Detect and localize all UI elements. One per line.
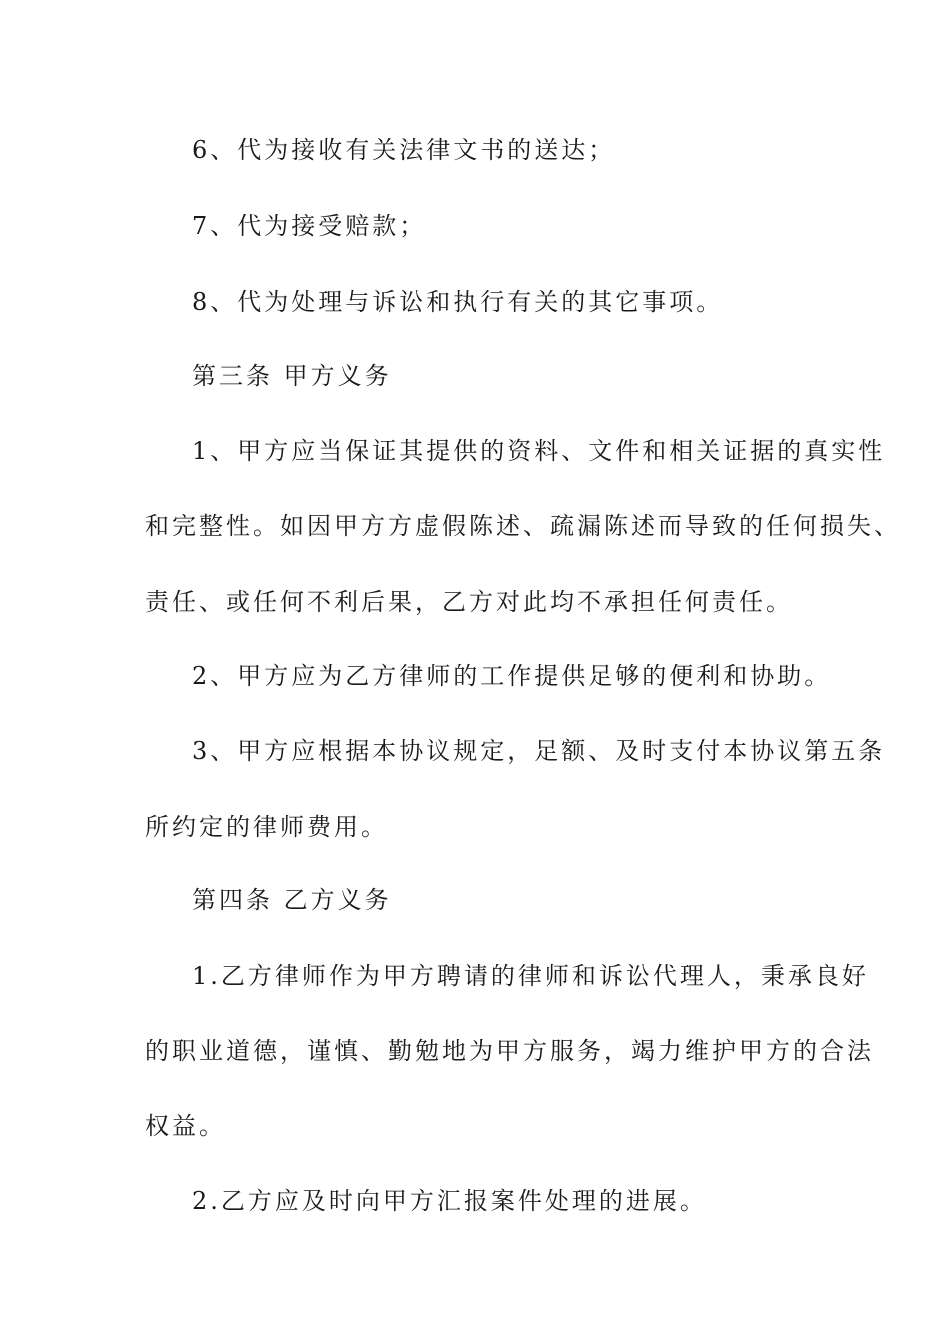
paragraph-line: 和完整性。如因甲方方虚假陈述、疏漏陈述而导致的任何损失、 (145, 512, 901, 540)
section-heading-article-4: 第四条 乙方义务 (192, 886, 392, 914)
clause-line-8: 8、代为处理与诉讼和执行有关的其它事项。 (192, 288, 724, 316)
paragraph-line: 1.乙方律师作为甲方聘请的律师和诉讼代理人，秉承良好 (192, 962, 869, 990)
paragraph-line: 1、甲方应当保证其提供的资料、文件和相关证据的真实性 (192, 437, 886, 465)
paragraph-line: 责任、或任何不利后果，乙方对此均不承担任何责任。 (145, 588, 793, 616)
paragraph-line: 的职业道德，谨慎、勤勉地为甲方服务，竭力维护甲方的合法 (145, 1037, 874, 1065)
paragraph-line: 所约定的律师费用。 (145, 813, 388, 841)
section-heading-article-3: 第三条 甲方义务 (192, 362, 392, 390)
paragraph-line: 2.乙方应及时向甲方汇报案件处理的进展。 (192, 1187, 707, 1215)
paragraph-line: 2、甲方应为乙方律师的工作提供足够的便利和协助。 (192, 662, 832, 690)
paragraph-line: 3、甲方应根据本协议规定，足额、及时支付本协议第五条 (192, 737, 886, 765)
clause-line-6: 6、代为接收有关法律文书的送达； (192, 136, 616, 164)
paragraph-line: 权益。 (145, 1112, 226, 1140)
clause-line-7: 7、代为接受赔款； (192, 212, 427, 240)
